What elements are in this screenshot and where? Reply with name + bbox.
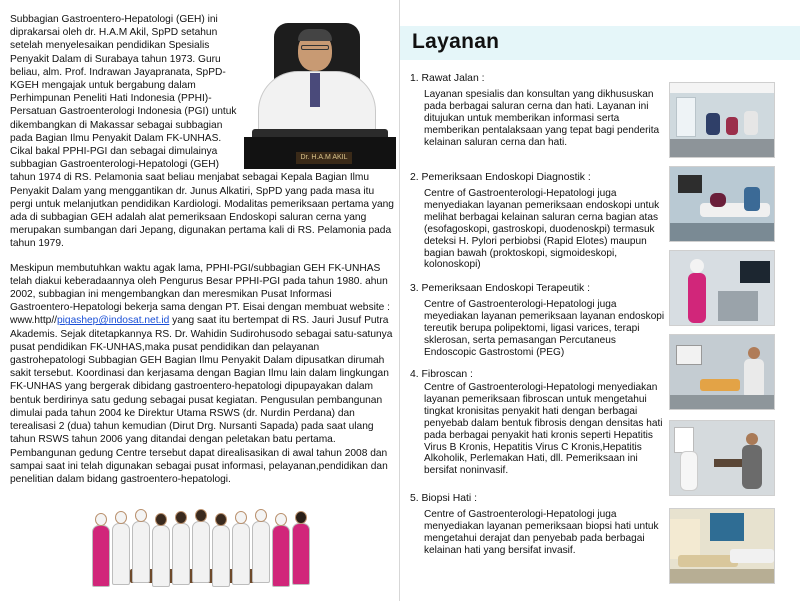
service-body-rawat-jalan: Layanan spesialis dan konsultan yang dikhususkan pada berbagai saluran cerna dan hati. Layanan ini ditujukan untuk memberikan informasi serta memberikan pentalaksaan yang tepat bagi penderita kelainan saluran cerna dan hati. — [424, 89, 660, 148]
service-body-biopsi-hati: Centre of Gastroenterologi-Hepatologi juga menyediakan layanan pemeriksaan biopsi hati untuk mengetahui derajat dan penyebab pada berbagai kelainan hati yang bersifat invasif. — [424, 509, 659, 556]
history-paragraph-2-end: yang saat itu bertempat di RS. Jauri Jusuf Putra Akademis. Sejak ditetapkannya RS. Dr. Wahidin Sudirohusodo sebagai satu-satunya pusat pendidikan FK-UNHAS,maka pusat pendidikan dan pelayanan gastrohepatologi Subbagian GEH Bagian Ilmu Penyakit Dalam dipusatkan dirumah sakit tersebut. Koordinasi dan kerjasama dengan Bagian Ilmu lain dalam lingkungan FK-UNHAS yang bergerak dibidang gastroentero-hepatologi dipupayakan dalam bentuk berdirinya satu gedung sebagai pusat kegiatan. Pengusulan pembangunan dimulai pada tahun 2004 ke Direktur Utama RSWS (dr. Nurdin Perdana) dan terealisasi 2 (dua) tahun kemudian (Dirut Drg. Nursanti Sapada) pada saat ulang tahun RSWS tahun 2006 yang ditandai dengan peletakan batu pertama. Pembangunan gedung Centre tersebut dapat direalisasikan di awal tahun 2008 dan sampai saat ini telah digunakan sebagai pusat informasi, pelayanan,pendidikan dan penelitian dalam bidang gastroentero-hepatologi. — [10, 315, 393, 485]
service-body-endoskopi-terapeutik: Centre of Gastroenterologi-Hepatologi juga meyediakan layanan pemeriksaan layanan endoskopi tereutik berupa polipektomi, ligasi varices, terapi sklerosan, serta pemasangan Percutaneus Endoscopic Gastrostomi (PEG) — [424, 299, 665, 358]
group-photo-person — [172, 511, 190, 583]
service-body-fibroscan: Centre of Gastroenterologi-Hepatologi menyediakan layanan pemeriksaan fibroscan untuk mengetahui tingkat kronisitas penyakit hati dengan berbagai penyebab dalam bentuk fibrosis dengan densitas hati pada berbagai penyakit hati kronis seperti Hepatitis Virus B Kronis, Hepatitis Virus C Kronis,Hepatitis Alkoholik, Perlemakan Hati, dll. Pemeriksaan ini bersifat noninvasif. — [424, 382, 663, 477]
group-photo-person — [292, 511, 310, 583]
services-title-band — [400, 26, 800, 60]
website-link[interactable]: pigashep@indosat.net.id — [57, 315, 170, 327]
right-page — [400, 0, 800, 601]
photo-fibroscan-consult — [669, 420, 775, 496]
group-photo-person — [252, 509, 270, 583]
history-text — [10, 13, 396, 497]
nameplate: Dr. H.A.M AKIL — [296, 152, 352, 164]
service-body-endoskopi-diagnostik: Centre of Gastroenterologi-Hepatologi juga menyediakan layanan pemeriksaan endoskopi untuk melihat berbagai kelainan saluran cerna bagian atas (esofagoskopi, gastroskopi, duodenoskpi) termasuk deteksi H. Pylori perbiobsi (Rapid Elotes) maupun bagian bawah (proktoskopi, sigmoideskopi, kolonoskopi) — [424, 188, 660, 271]
photo-outpatient-clinic — [669, 82, 775, 158]
group-photo-person — [192, 509, 210, 583]
founder-portrait — [244, 17, 396, 169]
group-photo-person — [92, 513, 110, 583]
group-photo-person — [132, 509, 150, 583]
service-heading-endoskopi-diagnostik: 2. Pemeriksaan Endoskopi Diagnostik : — [410, 172, 591, 183]
services-title: Layanan — [412, 30, 500, 53]
service-heading-endoskopi-terapeutik: 3. Pemeriksaan Endoskopi Terapeutik : — [410, 283, 591, 294]
photo-endoscopy-diagnostic — [669, 166, 775, 242]
history-paragraph-2-start: Meskipun membutuhkan waktu agak lama, PPHI-PGI/subbagian GEH FK-UNHAS telah diakui keberadaannya oleh Pengurus Besar PPHI-PGI pada tahun 1980. ahun 2002, subbagian ini mengembangkan dan meresmikan Pusat Informasi Gastroentero-Hepatologi bekerja sama dengan PT. Eisai dengan membuat website : www.http// — [10, 262, 390, 327]
photo-endoscopy-therapeutic — [669, 250, 775, 326]
history-paragraph-2 — [10, 262, 396, 486]
photo-liver-biopsy-room — [669, 508, 775, 584]
staff-group-photo — [90, 499, 320, 587]
history-paragraph-1-text: Subbagian Gastroentero-Hepatologi (GEH) ini diprakarsai oleh dr. H.A.M Akil, SpPD setahun setelah menyelesaikan pendidikan Spesialis Penyakit Dalam di Surabaya tahun 1973. Guru beliau, alm. Prof. Indrawan Jayapranata, SpPD-KGEH mengajak untuk bergabung dalam Perhimpunan Peneliti Hati Indonesia (PPHI)-Persatuan Gastroenterologi Indonesia (PGI) untuk dikembangkan di Makassar sebagai subbagian pada Bagian Ilmu Penyakit Dalam FK-UNHAS. Cikal bakal PPHI-PGI dan sebagai dimulainya subbagian Gastroenterologi-Hepatologi (GEH) tahun 1974 di RS. Pelamonia saat beliau menjabat sebagai Kepala Bagian Ilmu Penyakit Dalam yang menggantikan dr. Junus Alkatiri, SpPD yang pada masa itu pergi untuk melanjutkan pendidikan Kardiologi. Modalitas pemeriksaan pertama yang ada di subbagian GEH adalah alat pemeriksaan Endoskopi saluran cerna yang merupakan sumbangan dari Jepang, digunakan pertama kali di RS. Pelamonia pada tahun 1979. — [10, 14, 394, 250]
group-photo-person — [212, 513, 230, 583]
group-photo-person — [112, 511, 130, 583]
service-heading-biopsi-hati: 5. Biopsi Hati : — [410, 493, 477, 504]
photo-fibroscan — [669, 334, 775, 410]
service-heading-fibroscan: 4. Fibroscan : — [410, 369, 473, 380]
service-heading-rawat-jalan: 1. Rawat Jalan : — [410, 73, 485, 84]
group-photo-person — [232, 511, 250, 583]
group-photo-person — [272, 513, 290, 583]
group-photo-person — [152, 513, 170, 583]
history-paragraph-1 — [10, 13, 396, 251]
